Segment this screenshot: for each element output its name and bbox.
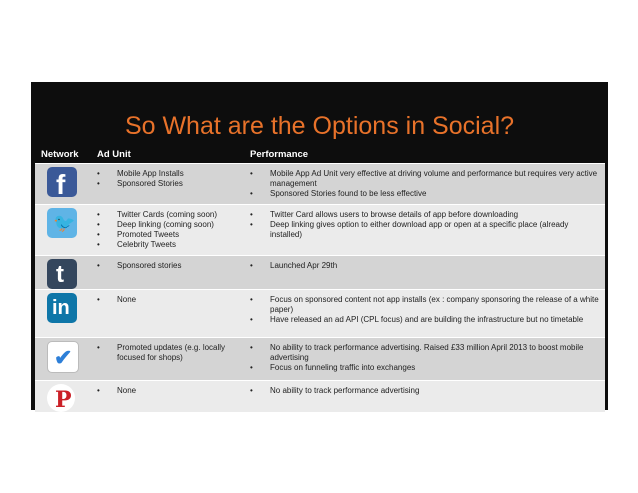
list-item: • Sponsored Stories found to be less effective	[258, 189, 601, 199]
slide-title: So What are the Options in Social?	[124, 112, 515, 140]
list-item: • Twitter Card allows users to browse details of app before downloading	[258, 210, 601, 220]
table-row	[35, 380, 605, 412]
header-ad-unit: Ad Unit	[91, 145, 244, 164]
foursquare-check-icon: ✔	[47, 341, 79, 373]
list-item: • No ability to track performance advertising	[258, 386, 601, 396]
tumblr-icon: t	[47, 259, 77, 289]
slide	[31, 82, 608, 410]
list-item: • Promoted Tweets	[105, 230, 240, 240]
table-row	[35, 255, 605, 289]
list-item: • None	[105, 295, 240, 305]
table-row	[35, 337, 605, 380]
list-item: • Deep linking (coming soon)	[105, 220, 240, 230]
list-item: • Focus on sponsored content not app installs (ex : company sponsoring the release of a white paper)	[258, 295, 601, 315]
table-row	[35, 204, 605, 255]
list-item: • Focus on funneling traffic into exchanges	[258, 363, 601, 373]
list-item: • Mobile App Ad Unit very effective at driving volume and performance but requires very active management	[258, 169, 601, 189]
options-table	[35, 145, 605, 412]
table-row	[35, 289, 605, 337]
twitter-bird-icon: 🐦	[47, 208, 77, 238]
list-item: • Celebrity Tweets	[105, 240, 240, 250]
list-item: • Mobile App Installs	[105, 169, 240, 179]
header-network: Network	[35, 145, 91, 164]
list-item: • Launched Apr 29th	[258, 261, 601, 271]
list-item: • Promoted updates (e.g. locally focused for shops)	[105, 343, 240, 363]
facebook-icon: f	[47, 167, 77, 197]
table-header-row	[35, 145, 605, 164]
pinterest-icon: P	[47, 384, 75, 412]
list-item: • Sponsored stories	[105, 261, 240, 271]
list-item: • None	[105, 386, 240, 396]
linkedin-icon: in	[47, 293, 77, 323]
table-row	[35, 164, 605, 205]
list-item: • Have released an ad API (CPL focus) and are building the infrastructure but no timetable	[258, 315, 601, 325]
list-item: • Sponsored Stories	[105, 179, 240, 189]
list-item: • No ability to track performance advertising. Raised £33 million April 2013 to boost mobile advertising	[258, 343, 601, 363]
header-performance: Performance	[244, 145, 605, 164]
list-item: • Twitter Cards (coming soon)	[105, 210, 240, 220]
list-item: • Deep linking gives option to either download app or open at a specific place (already installed)	[258, 220, 601, 240]
